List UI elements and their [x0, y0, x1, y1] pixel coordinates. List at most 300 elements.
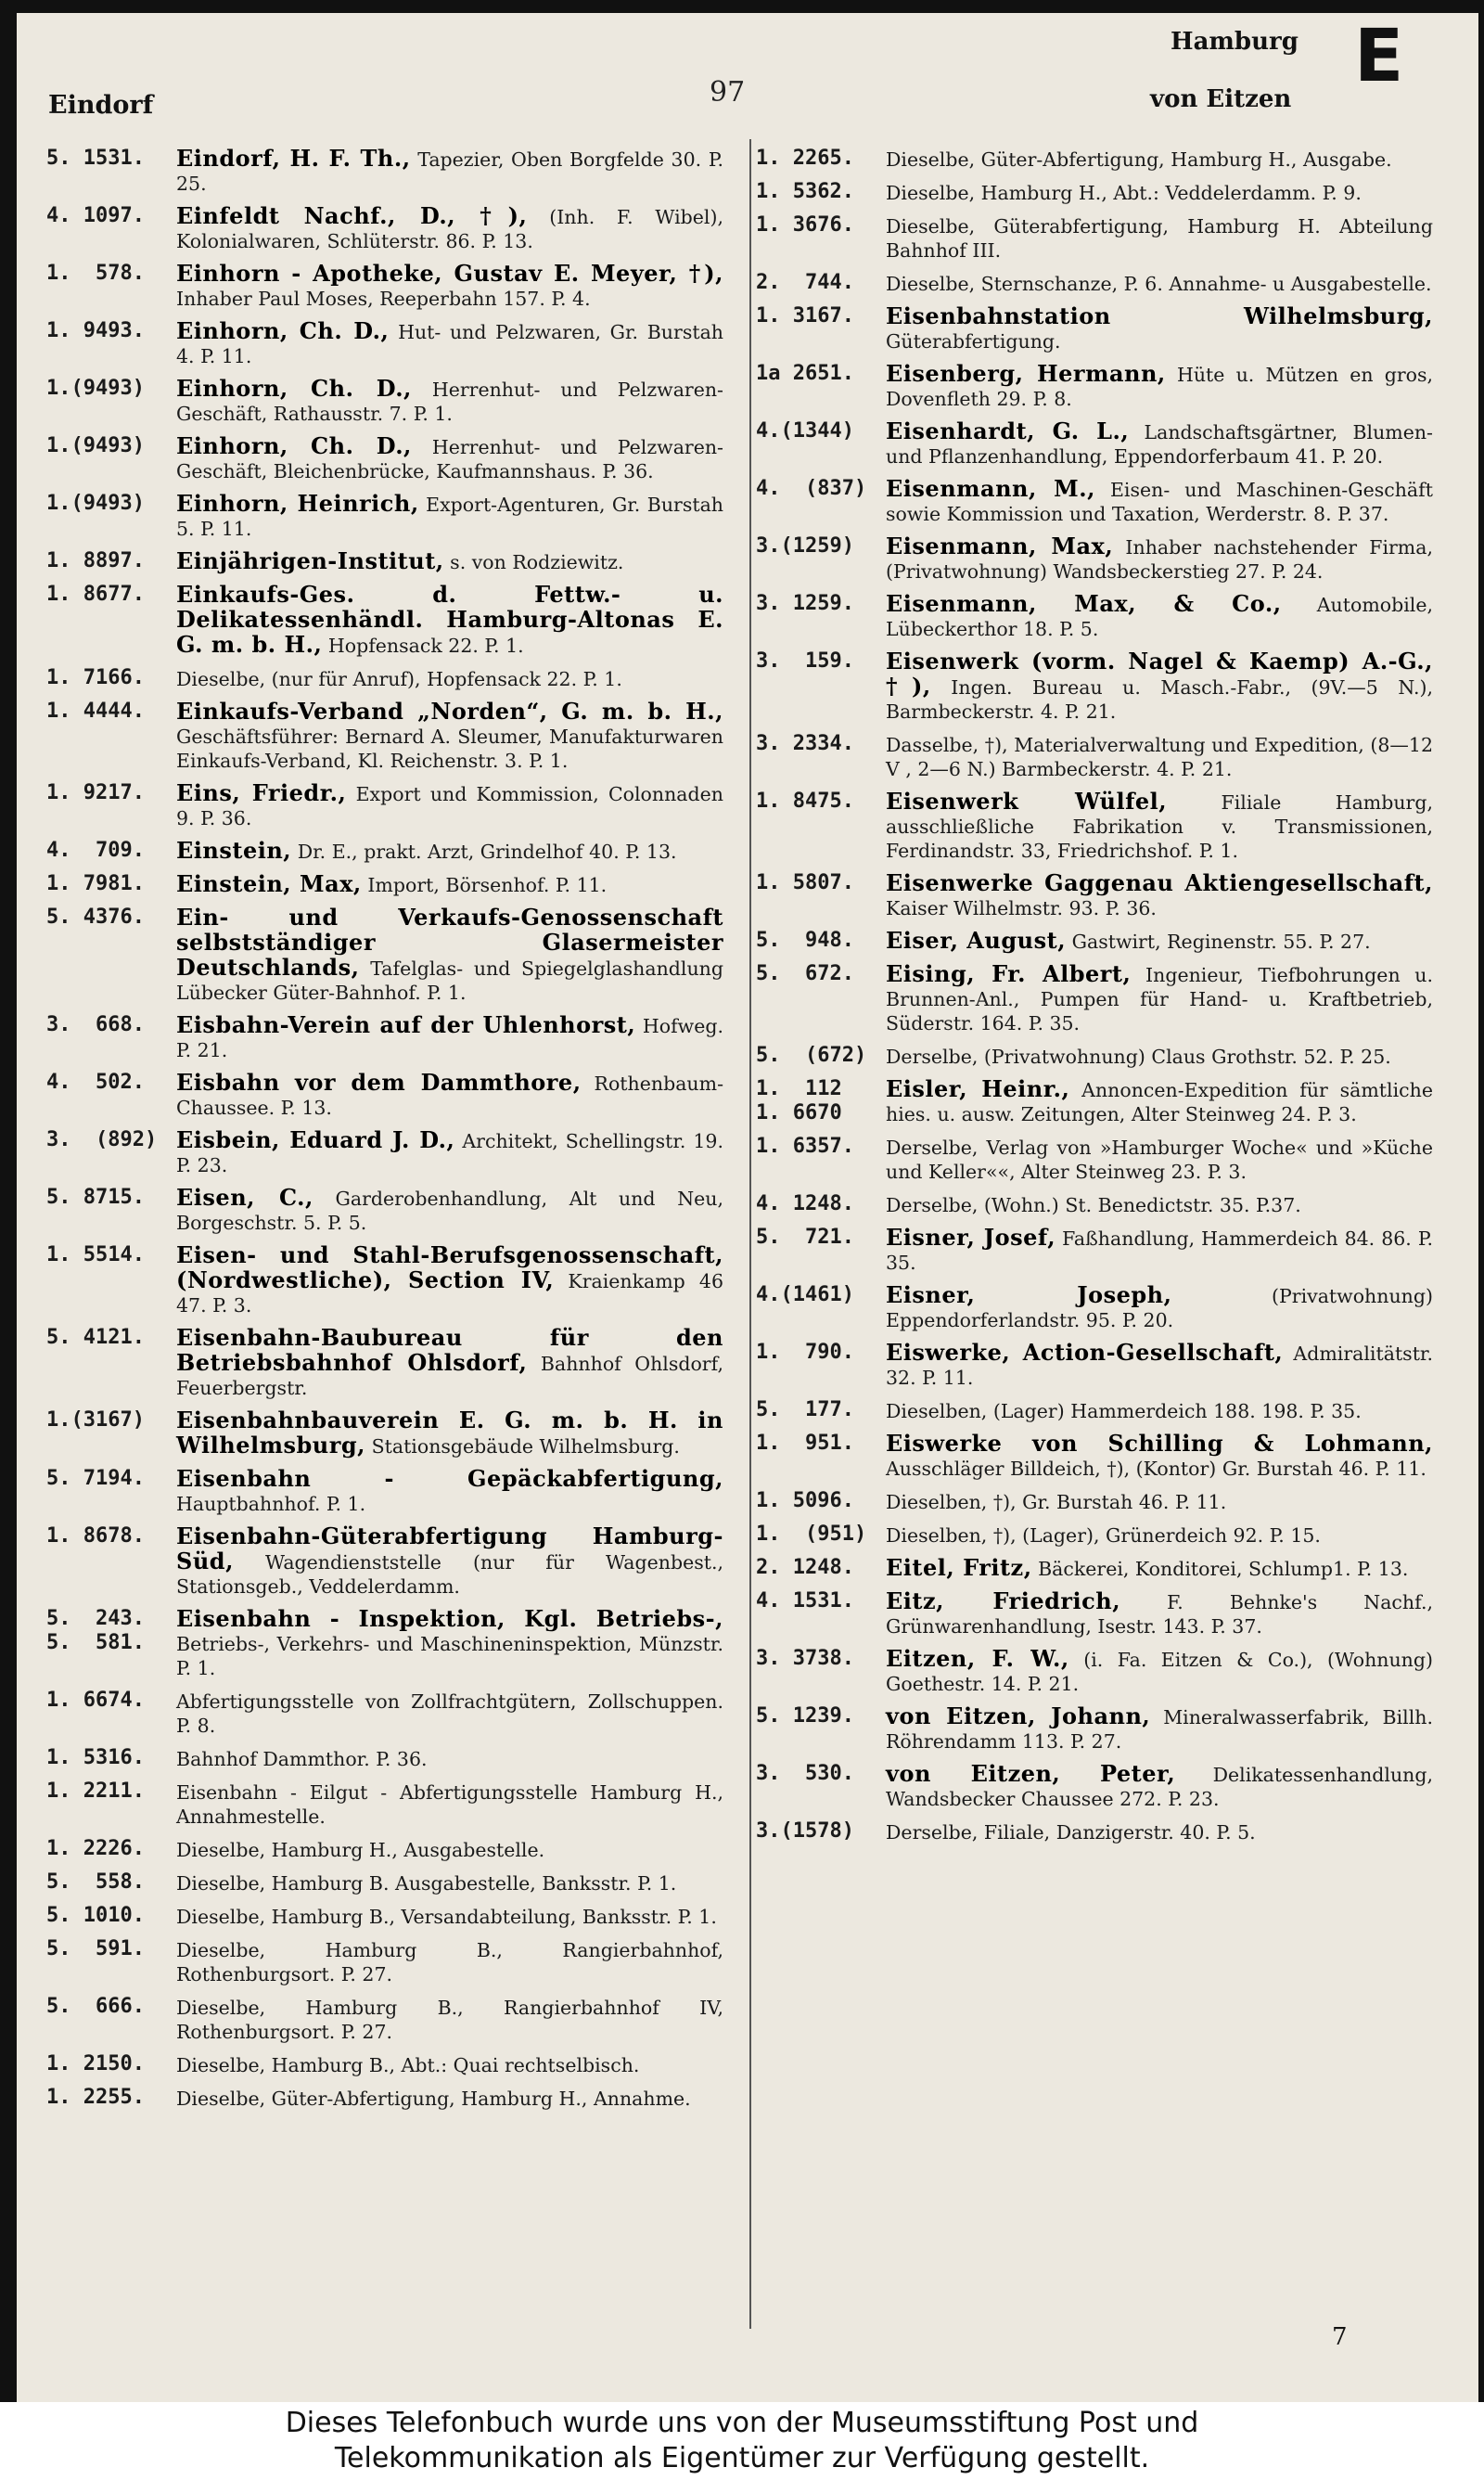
entry-text: [886, 1556, 1433, 1581]
directory-entry: [46, 147, 723, 196]
entry-text: [176, 1467, 723, 1516]
entry-text: [886, 1192, 1433, 1217]
entry-details: Derselbe, (Wohn.) St. Benedictstr. 35. P.37.: [886, 1194, 1301, 1216]
entry-details: Dieselbe, Hamburg B., Rangierbahnhof IV, Rothenburgsort. P. 27.: [176, 1997, 723, 2043]
phone-number: 5. 666.: [46, 1995, 145, 2018]
entry-name: Einhorn, Ch. D.,: [176, 317, 390, 344]
entry-text: [176, 492, 723, 541]
directory-entry: [756, 1341, 1433, 1390]
entry-details: (i. Fa. Eitzen & Co.), (Wohnung) Goethestr. 14. P. 21.: [886, 1649, 1433, 1695]
running-header-left: Eindorf: [48, 91, 154, 120]
entry-text: [176, 549, 723, 574]
directory-entry: [756, 1432, 1433, 1481]
phone-number: 4. 1248.: [756, 1192, 854, 1215]
entry-details: Ausschläger Billdeich, †), (Kontor) Gr. Burstah 46. P. 11.: [886, 1458, 1426, 1480]
running-header-right: von Eitzen: [1150, 85, 1292, 113]
phone-number: 4. 502.: [46, 1071, 145, 1094]
archive-footer: [0, 2402, 1484, 2480]
phone-number: 1. 2226.: [46, 1837, 145, 1860]
phone-number: 5. 8715.: [46, 1186, 145, 1209]
directory-entry: [756, 732, 1433, 781]
directory-entry: [756, 1135, 1433, 1184]
entry-details: Ingen. Bureau u. Masch.-Fabr., (9V.—5 N.), Barmbeckerstr. 4. P. 21.: [886, 676, 1433, 723]
entry-details: Derselbe, (Privatwohnung) Claus Grothstr. 52. P. 25.: [886, 1046, 1391, 1068]
phone-number: 1.(3167): [46, 1408, 145, 1432]
entry-details: Delikatessenhandlung, Wandsbecker Chaussee 272. P. 23.: [886, 1764, 1433, 1810]
entry-text: [886, 1523, 1433, 1548]
entry-details: Tapezier, Oben Borgfelde 30. P. 25.: [176, 148, 723, 195]
section-letter: E: [1354, 15, 1404, 98]
entry-name: Eitz, Friedrich,: [886, 1587, 1121, 1614]
directory-entry: [756, 213, 1433, 263]
entry-details: Hopfensack 22. P. 1.: [327, 635, 524, 657]
phone-number: 3.(1259): [756, 534, 854, 558]
entry-name: Eisbein, Eduard J. D.,: [176, 1126, 455, 1153]
entry-details: Dieselben, †), (Lager), Grünerdeich 92. P. 15.: [886, 1524, 1321, 1547]
entry-name: Einhorn, Ch. D.,: [176, 375, 412, 402]
entry-text: [176, 1780, 723, 1829]
directory-entry: [46, 1128, 723, 1177]
entry-text: [176, 781, 723, 830]
entry-text: [176, 1128, 723, 1177]
directory-entry: [46, 1837, 723, 1862]
directory-entry: [46, 1524, 723, 1599]
entry-details: Geschäftsführer: Bernard A. Sleumer, Manufakturwaren Einkaufs-Verband, Kl. Reichenstr. 3. P. 1.: [176, 726, 723, 772]
entry-text: [886, 477, 1433, 526]
directory-entry: [756, 271, 1433, 296]
entry-name: Eisen- und Stahl-Berufsgenossenschaft, (Nordwestliche), Section IV,: [176, 1241, 723, 1293]
directory-entry: [756, 1762, 1433, 1811]
directory-entry: [756, 304, 1433, 353]
phone-number: 1. 2265.: [756, 147, 854, 170]
entry-name: Einhorn, Heinrich,: [176, 490, 419, 517]
entry-details: Dasselbe, †), Materialverwaltung und Expedition, (8—12 V , 2—6 N.) Barmbeckerstr. 4. P. 21.: [886, 734, 1433, 780]
directory-entry: [46, 1904, 723, 1929]
entry-name: Einjährigen-Institut,: [176, 547, 444, 574]
entry-text: [886, 649, 1433, 724]
entry-name: Eisbahn-Verein auf der Uhlenhorst,: [176, 1011, 636, 1038]
entry-text: [176, 262, 723, 311]
entry-details: Dieselbe, Hamburg B., Rangierbahnhof, Rothenburgsort. P. 27.: [176, 1939, 723, 1985]
entry-details: Automobile, Lübeckerthor 18. P. 5.: [886, 594, 1433, 640]
entry-details: (Inh. F. Wibel), Kolonialwaren, Schlüterstr. 86. P. 13.: [176, 206, 723, 252]
entry-text: [886, 1704, 1433, 1754]
phone-number: 5. 1239.: [756, 1704, 854, 1728]
entry-text: [886, 1135, 1433, 1184]
entry-text: [176, 434, 723, 483]
entry-details: Abfertigungsstelle von Zollfrachtgütern, Zollschuppen. P. 8.: [176, 1690, 723, 1737]
entry-text: [886, 1226, 1433, 1275]
directory-entry: [46, 1995, 723, 2044]
entry-text: [176, 1870, 723, 1895]
entry-name: Eisenhardt, G. L.,: [886, 418, 1130, 444]
directory-entry: [756, 1398, 1433, 1423]
directory-entry: [756, 962, 1433, 1035]
entry-text: [886, 1341, 1433, 1390]
entry-details: Kaiser Wilhelmstr. 93. P. 36.: [886, 897, 1157, 919]
entry-name: Eising, Fr. Albert,: [886, 960, 1132, 987]
entry-text: [176, 319, 723, 368]
entry-name: Eisner, Josef,: [886, 1224, 1056, 1251]
entry-text: [176, 1689, 723, 1738]
directory-entry: [46, 262, 723, 311]
directory-entry: [46, 1071, 723, 1120]
directory-entry: [756, 362, 1433, 411]
directory-entry: [756, 929, 1433, 954]
entry-details: Dieselben, (Lager) Hammerdeich 188. 198. P. 35.: [886, 1400, 1362, 1422]
entry-text: [886, 1044, 1433, 1069]
entry-text: [886, 1077, 1433, 1126]
directory-entry: [756, 1192, 1433, 1217]
entry-text: [886, 790, 1433, 863]
entry-text: [176, 906, 723, 1005]
phone-number: 1.(9493): [46, 492, 145, 515]
entry-name: Eisenbahn-Güterabfertigung Hamburg-Süd,: [176, 1523, 723, 1574]
entry-text: [886, 962, 1433, 1035]
entry-details: Hauptbahnhof. P. 1.: [176, 1493, 366, 1515]
phone-number: 3. (892): [46, 1128, 158, 1151]
entry-name: Eisner, Joseph,: [886, 1281, 1172, 1308]
entry-text: [176, 1243, 723, 1317]
entry-details: Garderobenhandlung, Alt und Neu, Borgeschstr. 5. P. 5.: [176, 1188, 723, 1234]
entry-details: Mineralwasserfabrik, Billh. Röhrendamm 113. P. 27.: [886, 1706, 1433, 1753]
entry-text: [886, 732, 1433, 781]
phone-number: 5. 948.: [756, 929, 854, 952]
phone-number: 1. 9217.: [46, 781, 145, 804]
entry-details: Rothenbaum-Chaussee. P. 13.: [176, 1073, 723, 1119]
entry-details: Güterabfertigung.: [886, 330, 1061, 353]
directory-entry: [46, 2086, 723, 2111]
entry-text: [176, 1013, 723, 1062]
phone-number: 5. 558.: [46, 1870, 145, 1894]
entry-details: Dieselbe, Güterabfertigung, Hamburg H. Abteilung Bahnhof III.: [886, 215, 1433, 262]
phone-number: 3.(1578): [756, 1819, 854, 1843]
directory-entry: [46, 204, 723, 253]
entry-text: [176, 1746, 723, 1771]
phone-number: 1. (951): [756, 1523, 867, 1546]
phone-number: 1. 2150.: [46, 2052, 145, 2075]
entry-name: Eitzen, F. W.,: [886, 1645, 1069, 1672]
phone-number: 1. 3167.: [756, 304, 854, 328]
entry-details: Kraienkamp 46 47. P. 3.: [176, 1270, 723, 1317]
entry-details: (Privatwohnung) Eppendorferlandstr. 95. P. 20.: [886, 1285, 1433, 1331]
footer-line-1: Dieses Telefonbuch wurde uns von der Museumsstiftung Post und: [285, 2407, 1199, 2439]
entry-text: [886, 534, 1433, 584]
entry-name: Ein- und Verkaufs-Genossenschaft selbstständiger Glasermeister Deutschlands,: [176, 904, 723, 981]
directory-entry: [46, 781, 723, 830]
phone-number: 3. 3738.: [756, 1647, 854, 1670]
directory-entry: [756, 1589, 1433, 1638]
entry-name: Einkaufs-Ges. d. Fettw.- u. Delikatessenhändl. Hamburg-Altonas E. G. m. b. H.,: [176, 581, 723, 658]
entry-name: Eiser, August,: [886, 927, 1067, 954]
entry-text: [886, 271, 1433, 296]
entry-details: Eisen- und Maschinen-Geschäft sowie Kommission und Taxation, Werderstr. 8. P. 37.: [886, 479, 1433, 525]
entry-name: Eisenbahn - Gepäckabfertigung,: [176, 1465, 723, 1492]
entry-text: [176, 147, 723, 196]
entry-details: Filiale Hamburg, ausschließliche Fabrikation v. Transmissionen, Ferdinandstr. 33, Friedrichshof. P. 1.: [886, 791, 1433, 862]
directory-entry: [756, 180, 1433, 205]
entry-details: s. von Rodziewitz.: [450, 551, 624, 573]
phone-number: 5. 4121.: [46, 1326, 145, 1349]
entry-details: Architekt, Schellingstr. 19. P. 23.: [176, 1130, 723, 1176]
directory-entry: [46, 1243, 723, 1317]
directory-entry: [756, 147, 1433, 172]
phone-number: 1.(9493): [46, 377, 145, 400]
entry-name: Eitel, Fritz,: [886, 1554, 1032, 1581]
entry-details: F. Behnke's Nachf., Grünwarenhandlung, Isestr. 143. P. 37.: [886, 1591, 1433, 1638]
entry-text: [176, 377, 723, 426]
directory-entry: [46, 492, 723, 541]
phone-number: 1. 5807.: [756, 871, 854, 894]
footer-line-2: Telekommunikation als Eigentümer zur Verfügung gestellt.: [334, 2442, 1150, 2474]
entry-name: Einstein,: [176, 837, 292, 864]
entry-text: [176, 839, 723, 864]
directory-entry: [756, 1556, 1433, 1581]
entry-details: Annoncen-Expedition für sämtliche hies. u. ausw. Zeitungen, Alter Steinweg 24. P. 3.: [886, 1079, 1433, 1125]
entry-name: Einhorn - Apotheke, Gustav E. Meyer, †),: [176, 260, 723, 287]
phone-number: 2. 744.: [756, 271, 854, 294]
phone-number: 1. 5316.: [46, 1746, 145, 1769]
entry-details: Faßhandlung, Hammerdeich 84. 86. P. 35.: [886, 1227, 1433, 1274]
entry-name: Eiswerke von Schilling & Lohmann,: [886, 1430, 1433, 1457]
entry-details: Derselbe, Verlag von »Hamburger Woche« und »Küche und Keller««, Alter Steinweg 23. P. 3.: [886, 1137, 1433, 1183]
entry-text: [176, 1995, 723, 2044]
entry-text: [886, 1432, 1433, 1481]
phone-number: 1. 6674.: [46, 1689, 145, 1712]
entry-details: Landschaftsgärtner, Blumen- und Pflanzenhandlung, Eppendorferbaum 41. P. 20.: [886, 421, 1433, 468]
entry-details: Dieselbe, Güter-Abfertigung, Hamburg H., Annahme.: [176, 2088, 691, 2110]
directory-entry: [46, 666, 723, 691]
directory-entry: [46, 1326, 723, 1400]
entry-text: [886, 304, 1433, 353]
entry-details: Wagendienststelle (nur für Wagenbest., Stationsgeb., Veddelerdamm.: [176, 1551, 723, 1598]
entry-text: [886, 1819, 1433, 1844]
phone-number: 1. 7981.: [46, 872, 145, 895]
phone-number: 1. 5514.: [46, 1243, 145, 1266]
entry-name: Einstein, Max,: [176, 870, 362, 897]
entry-details: Dieselbe, Güter-Abfertigung, Hamburg H., Ausgabe.: [886, 148, 1392, 171]
phone-number: 4. 1531.: [756, 1589, 854, 1613]
entry-text: [886, 180, 1433, 205]
directory-entry: [46, 1607, 723, 1680]
phone-number: 4. (837): [756, 477, 867, 500]
entry-details: Dr. E., prakt. Arzt, Grindelhof 40. P. 13.: [297, 841, 677, 863]
directory-entry: [46, 1937, 723, 1986]
phone-number: 5. 1531.: [46, 147, 145, 170]
directory-entry: [46, 434, 723, 483]
entry-text: [176, 1524, 723, 1599]
entry-text: [886, 1589, 1433, 1638]
phone-number: 1. 8677.: [46, 583, 145, 606]
phone-number: 5. 1010.: [46, 1904, 145, 1927]
directory-entry: [46, 377, 723, 426]
entry-details: Import, Börsenhof. P. 11.: [367, 874, 608, 896]
entry-text: [886, 1398, 1433, 1423]
entry-text: [886, 147, 1433, 172]
directory-entry: [46, 872, 723, 897]
entry-details: Derselbe, Filiale, Danzigerstr. 40. P. 5.: [886, 1821, 1256, 1844]
directory-entry: [46, 1780, 723, 1829]
phone-number: 3. 668.: [46, 1013, 145, 1036]
phone-number: 3. 530.: [756, 1762, 854, 1785]
directory-entry: [756, 790, 1433, 863]
phone-number: 5. 7194.: [46, 1467, 145, 1490]
entry-text: [886, 929, 1433, 954]
phone-number: 1. 578.: [46, 262, 145, 285]
entry-text: [176, 872, 723, 897]
entry-details: Export und Kommission, Colonnaden 9. P. 36.: [176, 783, 723, 829]
entry-details: Dieselbe, Hamburg H., Ausgabestelle.: [176, 1839, 545, 1861]
entry-text: [176, 583, 723, 658]
entry-details: Dieselbe, (nur für Anruf), Hopfensack 22. P. 1.: [176, 668, 622, 690]
directory-entry: [46, 2052, 723, 2077]
entry-text: [176, 1408, 723, 1458]
entry-name: Eisenwerk (vorm. Nagel & Kaemp) A.-G., †),: [886, 648, 1433, 700]
directory-entry: [46, 1013, 723, 1062]
phone-number: 1. 951.: [756, 1432, 854, 1455]
entry-name: Eindorf, H. F. Th.,: [176, 145, 411, 172]
phone-number: 5. 243. 5. 581.: [46, 1607, 145, 1654]
entry-name: Eins, Friedr.,: [176, 779, 347, 806]
entry-text: [886, 419, 1433, 469]
directory-entry: [46, 839, 723, 864]
directory-entry: [756, 1647, 1433, 1696]
entry-name: Eisler, Heinr.,: [886, 1075, 1070, 1102]
entry-name: von Eitzen, Peter,: [886, 1760, 1176, 1787]
entry-text: [886, 871, 1433, 920]
entry-details: Stationsgebäude Wilhelmsburg.: [371, 1435, 680, 1458]
phone-number: 3. 1259.: [756, 592, 854, 615]
entry-name: Eisen, C.,: [176, 1184, 313, 1211]
entry-details: Dieselbe, Sternschanze, P. 6. Annahme- u Ausgabestelle.: [886, 273, 1432, 295]
entry-text: [886, 213, 1433, 263]
entry-name: Einhorn, Ch. D.,: [176, 432, 412, 459]
entry-text: [176, 1326, 723, 1400]
right-column: [756, 147, 1433, 1853]
phone-number: 3. 2334.: [756, 732, 854, 755]
entry-text: [886, 1283, 1433, 1332]
phone-number: 1. 112 1. 6670: [756, 1077, 842, 1124]
entry-text: [176, 1837, 723, 1862]
entry-details: Hüte u. Mützen en gros, Dovenfleth 29. P. 8.: [886, 364, 1433, 410]
entry-name: Eisenmann, Max,: [886, 533, 1114, 559]
phone-number: 1. 2255.: [46, 2086, 145, 2109]
directory-entry: [756, 1077, 1433, 1126]
entry-details: Export-Agenturen, Gr. Burstah 5. P. 11.: [176, 494, 723, 540]
entry-details: Ingenieur, Tiefbohrungen u. Brunnen-Anl., Pumpen für Hand- u. Kraftbetrieb, Süderstr. 164. P. 35.: [886, 964, 1433, 1034]
directory-entry: [756, 1044, 1433, 1069]
entry-details: Inhaber nachstehender Firma, (Privatwohnung) Wandsbeckerstieg 27. P. 24.: [886, 536, 1433, 583]
entry-text: [176, 1071, 723, 1120]
phone-number: 1. 5096.: [756, 1489, 854, 1512]
entry-name: Eisenmann, M.,: [886, 475, 1095, 502]
entry-name: Einkaufs-Verband „Norden“, G. m. b. H.,: [176, 698, 723, 725]
entry-text: [886, 1762, 1433, 1811]
directory-entry: [756, 1819, 1433, 1844]
directory-entry: [46, 1408, 723, 1458]
phone-number: 5. 672.: [756, 962, 854, 985]
directory-entry: [46, 319, 723, 368]
entry-text: [176, 700, 723, 773]
entry-name: Eisenwerke Gaggenau Aktiengesellschaft,: [886, 869, 1433, 896]
entry-details: Dieselbe, Hamburg H., Abt.: Veddelerdamm. P. 9.: [886, 182, 1362, 204]
phone-number: 1. 4444.: [46, 700, 145, 723]
phone-number: 1. 2211.: [46, 1780, 145, 1803]
directory-entry: [756, 534, 1433, 584]
phone-number: 2. 1248.: [756, 1556, 854, 1579]
entry-details: Inhaber Paul Moses, Reeperbahn 157. P. 4.: [176, 288, 591, 310]
entry-text: [176, 1904, 723, 1929]
directory-entry: [756, 1283, 1433, 1332]
phone-number: 1. 3676.: [756, 213, 854, 237]
phone-number: 1. 5362.: [756, 180, 854, 203]
directory-entry: [46, 1870, 723, 1895]
entry-details: Dieselben, †), Gr. Burstah 46. P. 11.: [886, 1491, 1227, 1513]
entry-name: Eisenbahnbauverein E. G. m. b. H. in Wilhelmsburg,: [176, 1407, 723, 1458]
entry-name: Eisenbahnstation Wilhelmsburg,: [886, 302, 1433, 329]
directory-entry: [46, 700, 723, 773]
phone-number: 4. 1097.: [46, 204, 145, 227]
directory-entry: [46, 1467, 723, 1516]
entry-text: [176, 2086, 723, 2111]
directory-entry: [46, 583, 723, 658]
entry-details: Dieselbe, Hamburg B., Versandabteilung, Banksstr. P. 1.: [176, 1906, 717, 1928]
entry-text: [176, 2052, 723, 2077]
directory-entry: [46, 1746, 723, 1771]
entry-text: [176, 1186, 723, 1235]
entry-text: [886, 1647, 1433, 1696]
entry-text: [886, 592, 1433, 641]
phone-number: 4.(1344): [756, 419, 854, 443]
entry-details: Tafelglas- und Spiegelglashandlung Lübecker Güter-Bahnhof. P. 1.: [176, 957, 723, 1004]
page-number-footer: 7: [1332, 2323, 1348, 2351]
directory-entry: [46, 549, 723, 574]
phone-number: 1. 8475.: [756, 790, 854, 813]
directory-entry: [46, 1689, 723, 1738]
entry-name: Eisenmann, Max, & Co.,: [886, 590, 1282, 617]
phone-number: 5. (672): [756, 1044, 867, 1067]
phone-number: 5. 177.: [756, 1398, 854, 1421]
phone-number: 1. 8897.: [46, 549, 145, 572]
entry-text: [176, 666, 723, 691]
running-header-city: Hamburg: [1171, 28, 1298, 56]
left-column: [46, 147, 723, 2119]
entry-text: [886, 362, 1433, 411]
entry-details: Hut- und Pelzwaren, Gr. Burstah 4. P. 11.: [176, 321, 723, 367]
directory-entry: [756, 649, 1433, 724]
entry-name: Eisbahn vor dem Dammthore,: [176, 1069, 582, 1096]
entry-text: [886, 1489, 1433, 1514]
entry-details: Herrenhut- und Pelzwaren-Geschäft, Rathausstr. 7. P. 1.: [176, 379, 723, 425]
directory-entry: [756, 477, 1433, 526]
entry-name: Einfeldt Nachf., D., †),: [176, 202, 528, 229]
directory-entry: [756, 419, 1433, 469]
phone-number: 1. 7166.: [46, 666, 145, 689]
page-number-header: 97: [710, 76, 746, 109]
entry-text: [176, 1937, 723, 1986]
entry-details: Admiralitätstr. 32. P. 11.: [886, 1343, 1433, 1389]
directory-entry: [756, 871, 1433, 920]
directory-entry: [46, 1186, 723, 1235]
directory-entry: [756, 1523, 1433, 1548]
entry-name: Eisenberg, Hermann,: [886, 360, 1166, 387]
phone-number: 1a 2651.: [756, 362, 854, 385]
phone-number: 3. 159.: [756, 649, 854, 673]
entry-text: [176, 204, 723, 253]
phone-number: 4.(1461): [756, 1283, 854, 1306]
entry-name: Eisenwerk Wülfel,: [886, 788, 1168, 815]
entry-details: Gastwirt, Reginenstr. 55. P. 27.: [1071, 931, 1371, 953]
